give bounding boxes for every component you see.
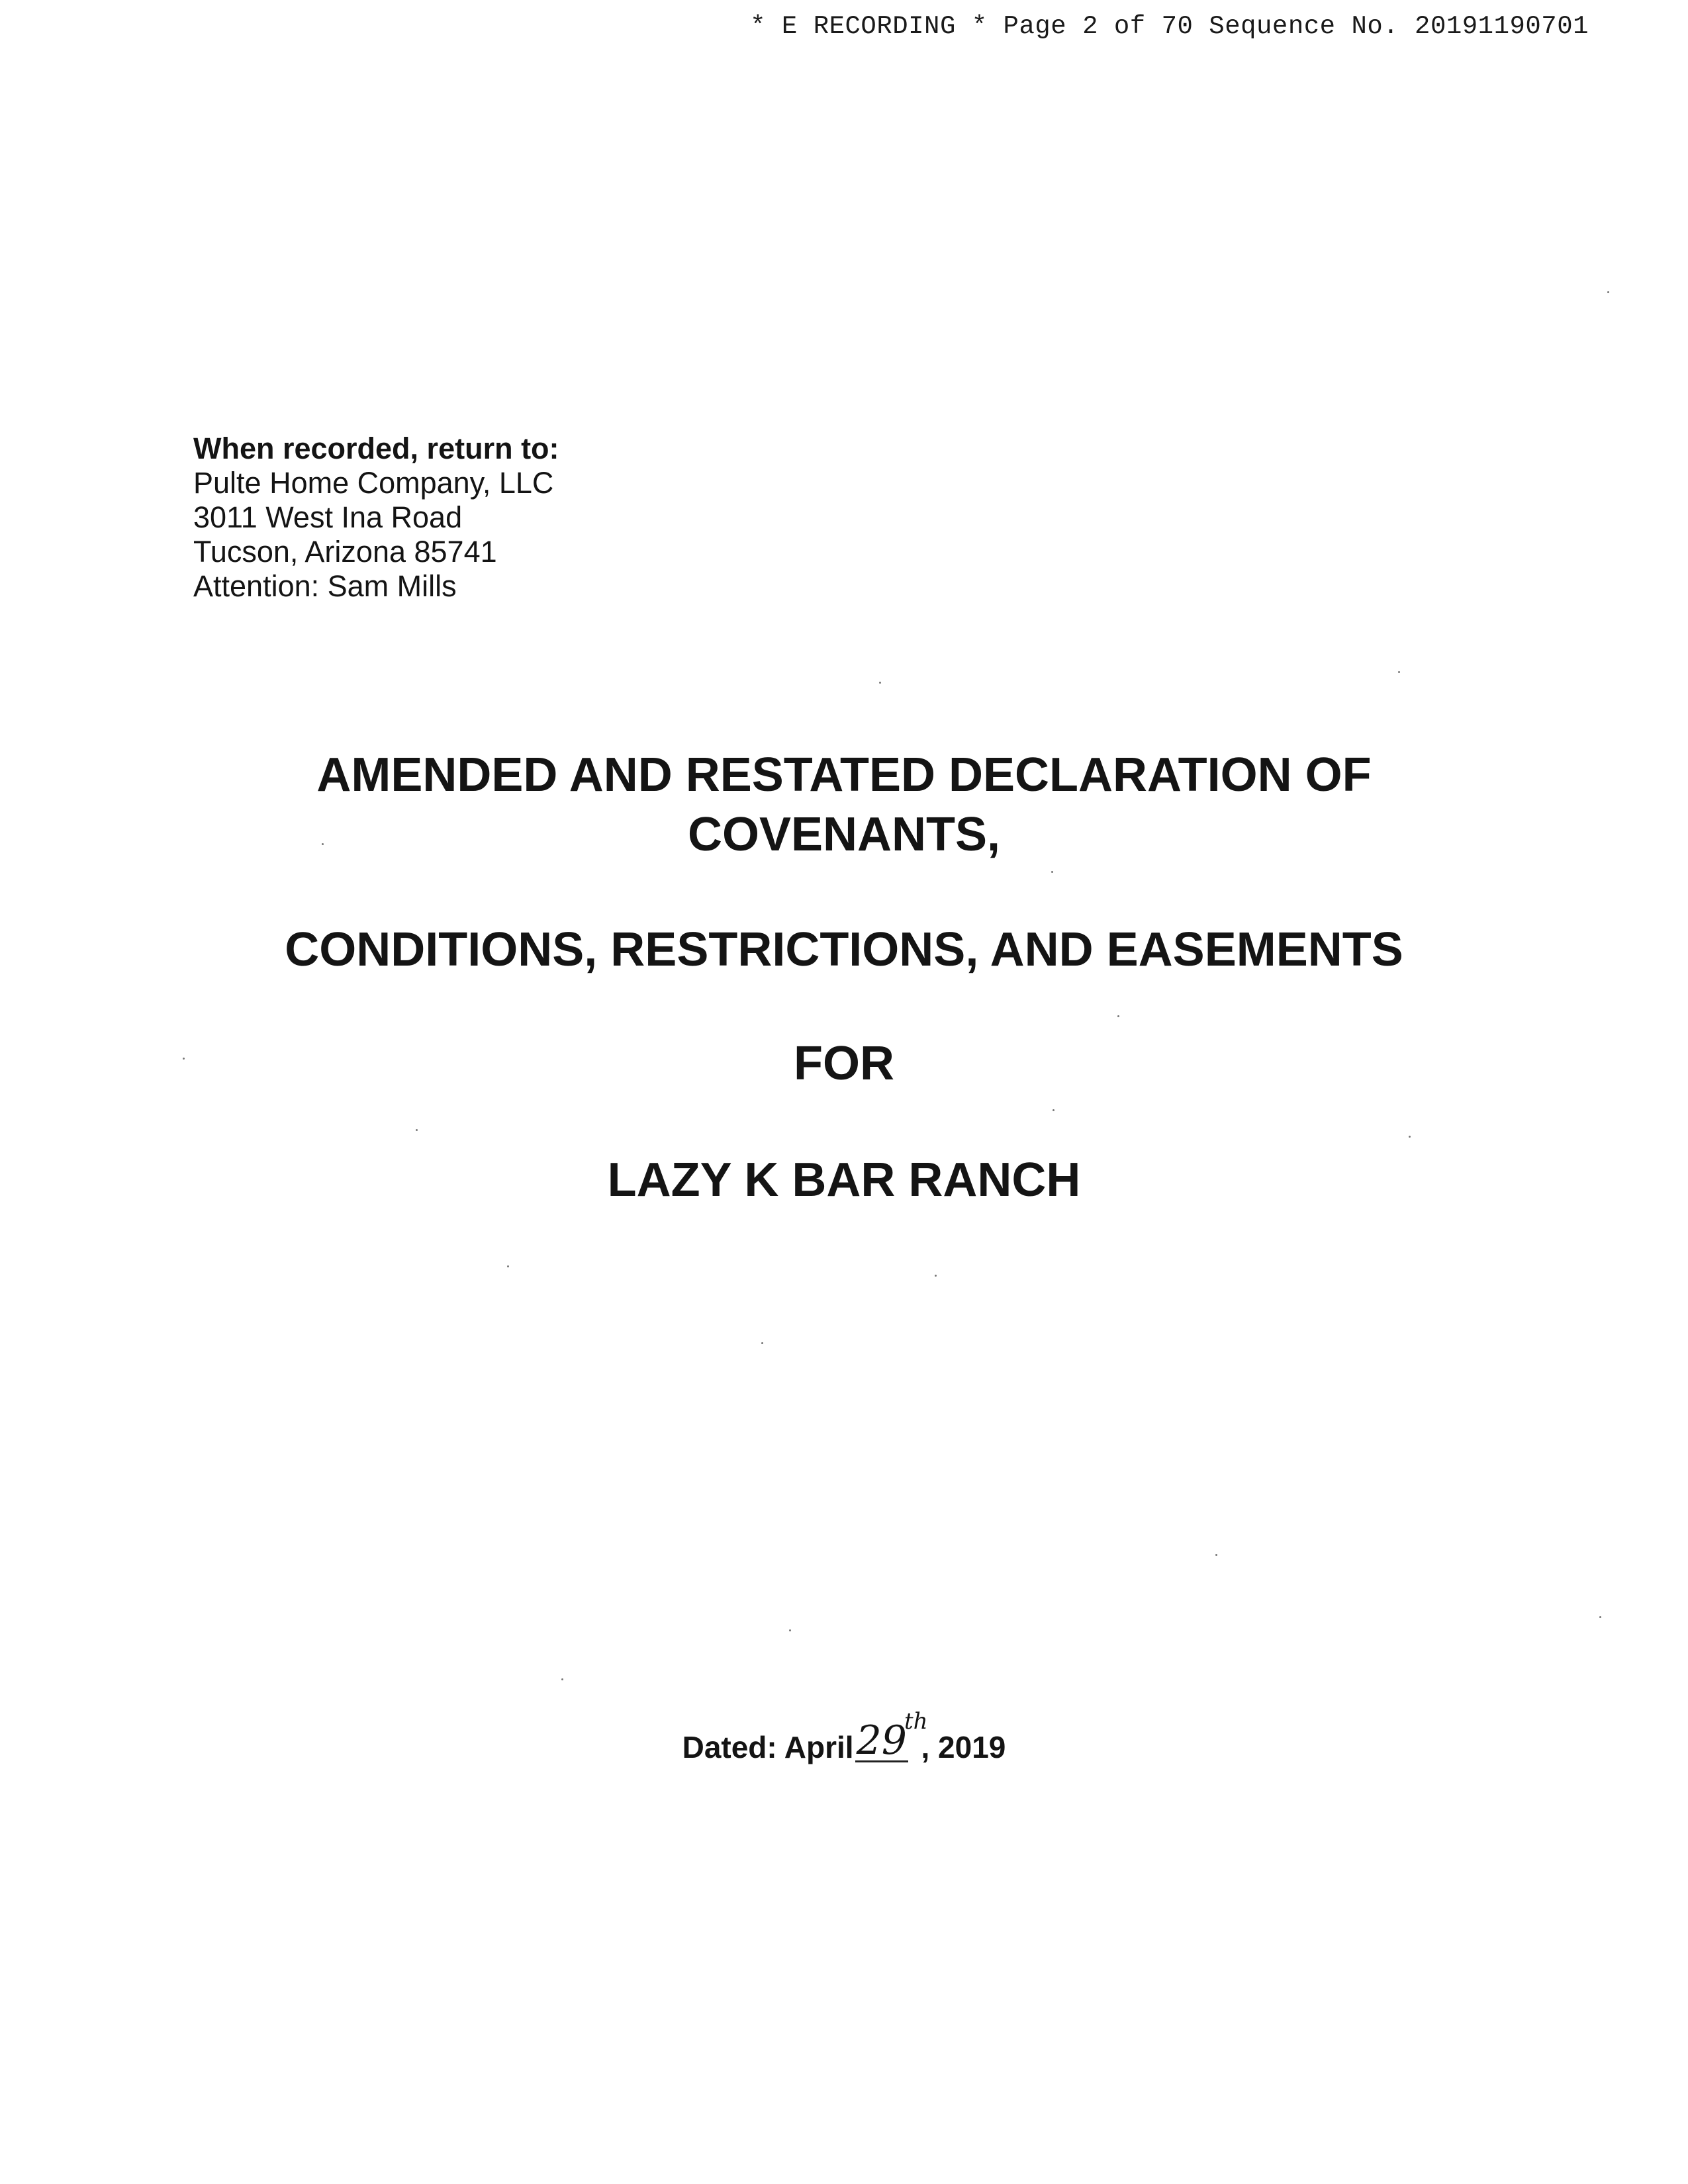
scan-speck xyxy=(183,1058,185,1060)
scan-speck xyxy=(1053,1109,1055,1111)
title-line-3: CONDITIONS, RESTRICTIONS, AND EASEMENTS xyxy=(285,923,1403,976)
dated-year: , 2019 xyxy=(921,1730,1006,1764)
scan-speck xyxy=(1599,1616,1601,1618)
scan-speck xyxy=(561,1678,563,1680)
scan-speck xyxy=(416,1129,418,1131)
scan-speck xyxy=(322,843,324,845)
scan-speck xyxy=(1409,1136,1411,1138)
scan-speck xyxy=(1215,1554,1217,1556)
return-address-block xyxy=(193,432,559,604)
return-street: 3011 West Ina Road xyxy=(193,500,463,534)
return-company: Pulte Home Company, LLC xyxy=(193,466,554,500)
title-line-1: AMENDED AND RESTATED DECLARATION OF xyxy=(316,749,1372,801)
document-title xyxy=(0,745,1688,864)
title-line-5: LAZY K BAR RANCH xyxy=(607,1154,1081,1206)
scan-speck xyxy=(1398,671,1400,673)
scan-speck xyxy=(1607,291,1609,293)
scan-speck xyxy=(761,1342,763,1344)
dated-line xyxy=(0,1708,1688,1766)
dated-label: Dated: April xyxy=(682,1730,854,1764)
dated-day-handwritten: 29 xyxy=(856,1717,907,1764)
scan-speck xyxy=(1117,1015,1119,1017)
dated-day-suffix-handwritten: th xyxy=(904,1708,928,1735)
return-heading: When recorded, return to: xyxy=(193,432,559,465)
scan-speck xyxy=(935,1275,937,1277)
title-line-4: FOR xyxy=(794,1037,894,1090)
scan-speck xyxy=(507,1265,509,1267)
recording-stamp: * E RECORDING * Page 2 of 70 Sequence No. 20191190701 xyxy=(750,12,1589,41)
scan-speck xyxy=(879,682,881,684)
return-city: Tucson, Arizona 85741 xyxy=(193,535,497,569)
scan-speck xyxy=(789,1629,791,1631)
return-attention: Attention: Sam Mills xyxy=(193,569,457,603)
title-line-2: COVENANTS, xyxy=(687,808,1001,861)
scan-speck xyxy=(1051,871,1053,873)
